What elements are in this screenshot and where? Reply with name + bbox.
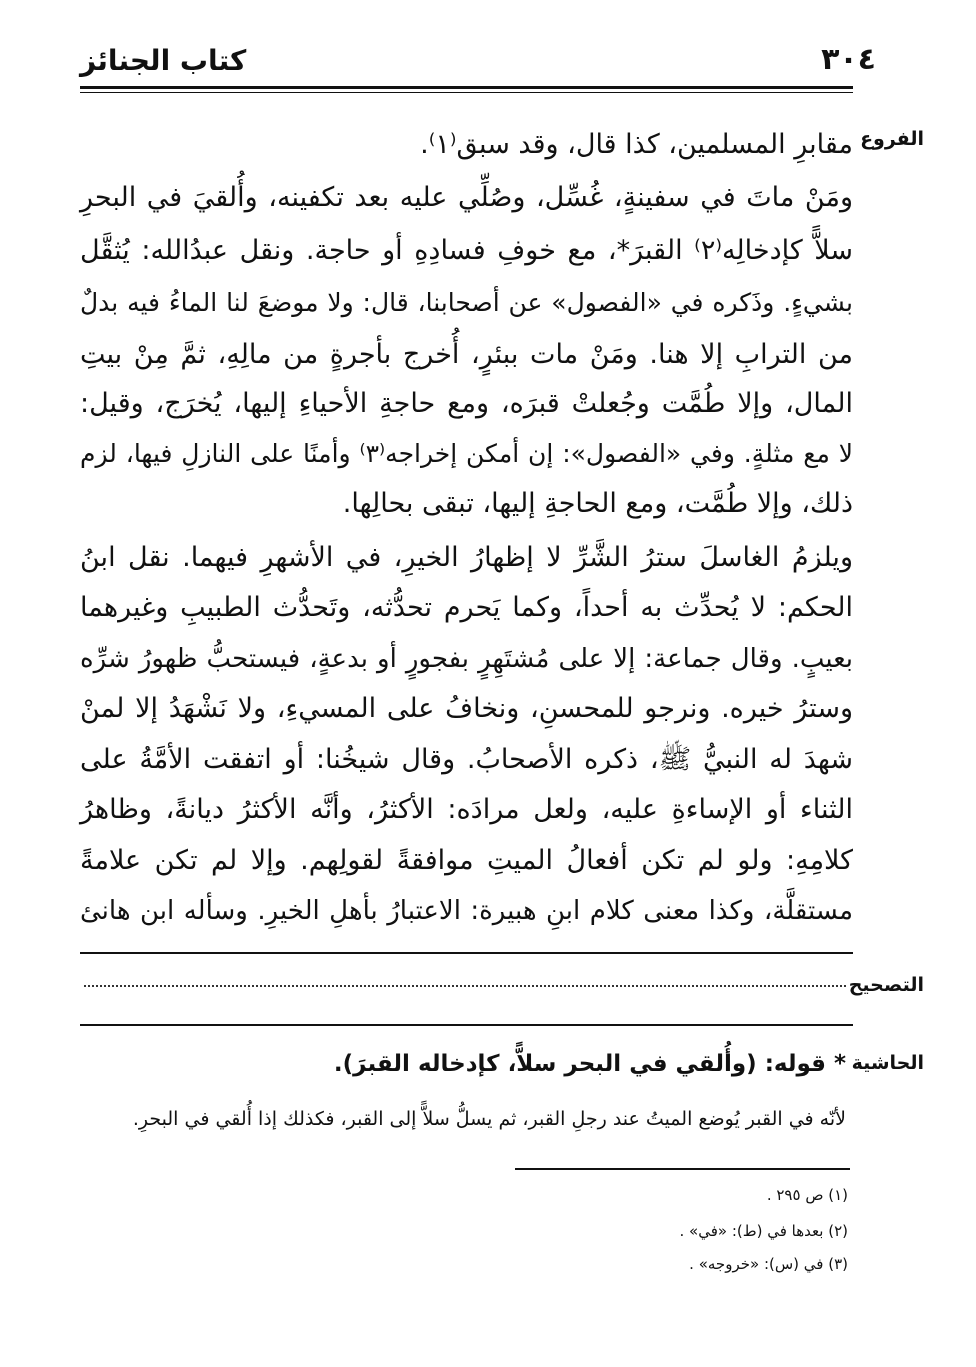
header-rule-thin [80, 92, 853, 93]
hashiya-heading: * قوله: (وأُلقي في البحر سلاًّ، كإدخاله القبرَ). [333, 1051, 846, 1077]
body-line-3: سلاًّ كإدخالِه⁽٢⁾ القبرَ*، مع خوفِ فسادِهِ أو حاجة. ونقل عبدُالله: يُثقَّل [80, 235, 854, 266]
footnote-rule [515, 1168, 850, 1170]
body-line-14: الثناء أو الإساءةِ عليه، ولعل مرادَه: الأكثرُ، وأنَّه الأكثرُ ديانةً، وظاهرُ [80, 794, 853, 825]
body-line-13: شهدَ له النبيُّ ﷺ، ذكره الأصحابُ. وقال شيخُنا: أو اتفقت الأمَّةُ على [80, 744, 853, 775]
body-line-5: من الترابِ إلا هنا. ومَنْ مات ببئرٍ، أُخرج بأجرةٍ من مالِهِ، ثمَّ مِنْ بيتِ [80, 339, 853, 370]
body-line-15: كلامِهِ: ولو لم تكن أفعالُ الميتِ موافقةً لقولِهم. وإلا لم تكن علامةً [80, 845, 853, 876]
body-line-16: مستقلَّة، وكذا معنى كلام ابنِ هبيرة: الاعتبارُ بأهلِ الخيرِ. وسأله ابن هانئ [80, 896, 853, 926]
tashih-dotted-line [84, 985, 846, 987]
body-line-9: ويلزمُ الغاسلَ سترُ الشَّرِّ لا إظهارُ الخيرِ، في الأشهرِ فيهما. نقل ابنُ [80, 542, 853, 573]
footnote-1: (١) ص ٢٩٥ . [766, 1186, 848, 1204]
body-line-8: ذلك، وإلا طُمَّت، ومع الحاجةِ إليها، تبقى بحالِها. [342, 488, 853, 519]
tashih-rule-top [80, 952, 853, 954]
hashiya-text: لأنّه في القبر يُوضع الميتُ عند رجلِ القبر، ثم يسلُّ سلاًّ إلى القبر، فكذلك إذا أُلقي في البحرِ. [132, 1108, 846, 1130]
body-line-11: بعيبٍ. وقال جماعة: إلا على مُشتَهِرٍ بفجورٍ أو بدعةٍ، فيستحبُّ ظهورُ شرِّه [80, 644, 853, 674]
book-title: كتاب الجنائز [80, 44, 247, 77]
body-line-1: مقابرِ المسلمين، كذا قال، وقد سبق⁽١⁾. [420, 129, 853, 160]
footnote-3: (٣) في (س): «خروجه» . [689, 1255, 848, 1273]
tashih-label: التصحيح [848, 974, 924, 996]
header-rule [80, 86, 853, 89]
body-line-6: المال، وإلا طُمَّت وجُعلتْ قبرَه، ومع حاجةِ الأحياءِ إليها، يُخرَج، وقيل: [80, 388, 853, 419]
body-line-7: لا مع مثلةٍ. وفي «الفصول»: إن أمكن إخراجه⁽٣⁾ وأمنًا على النازلِ فيها، لزم [80, 439, 854, 468]
furu-label: الفروع [860, 128, 924, 150]
body-line-2: ومَنْ ماتَ في سفينةٍ، غُسِّل، وصُلِّي عليه بعد تكفينه، وأُلقيَ في البحرِ [80, 182, 853, 213]
body-line-12: وسترُ خيره. ونرجو للمحسنِ، ونخافُ على المسيءِ، ولا نَشْهَدُ إلا لمنْ [80, 693, 853, 724]
footnote-2: (٢) بعدها في (ط): «في» . [679, 1222, 848, 1240]
body-line-10: الحكم: لا يُحدِّث به أحداً، وكما يَحرم تحدُّثه، وتَحدُّث الطبيبِ وغيرهما [80, 592, 853, 623]
body-line-4: بشيءٍ. وذَكره في «الفصول» عن أصحابنا، قال: ولا موضعَ لنا الماءُ فيه بدلٌ [80, 288, 853, 317]
page-number: ٣٠٤ [821, 42, 876, 77]
tashih-rule-bottom [80, 1024, 853, 1026]
hashiya-label: الحاشية [851, 1052, 924, 1074]
